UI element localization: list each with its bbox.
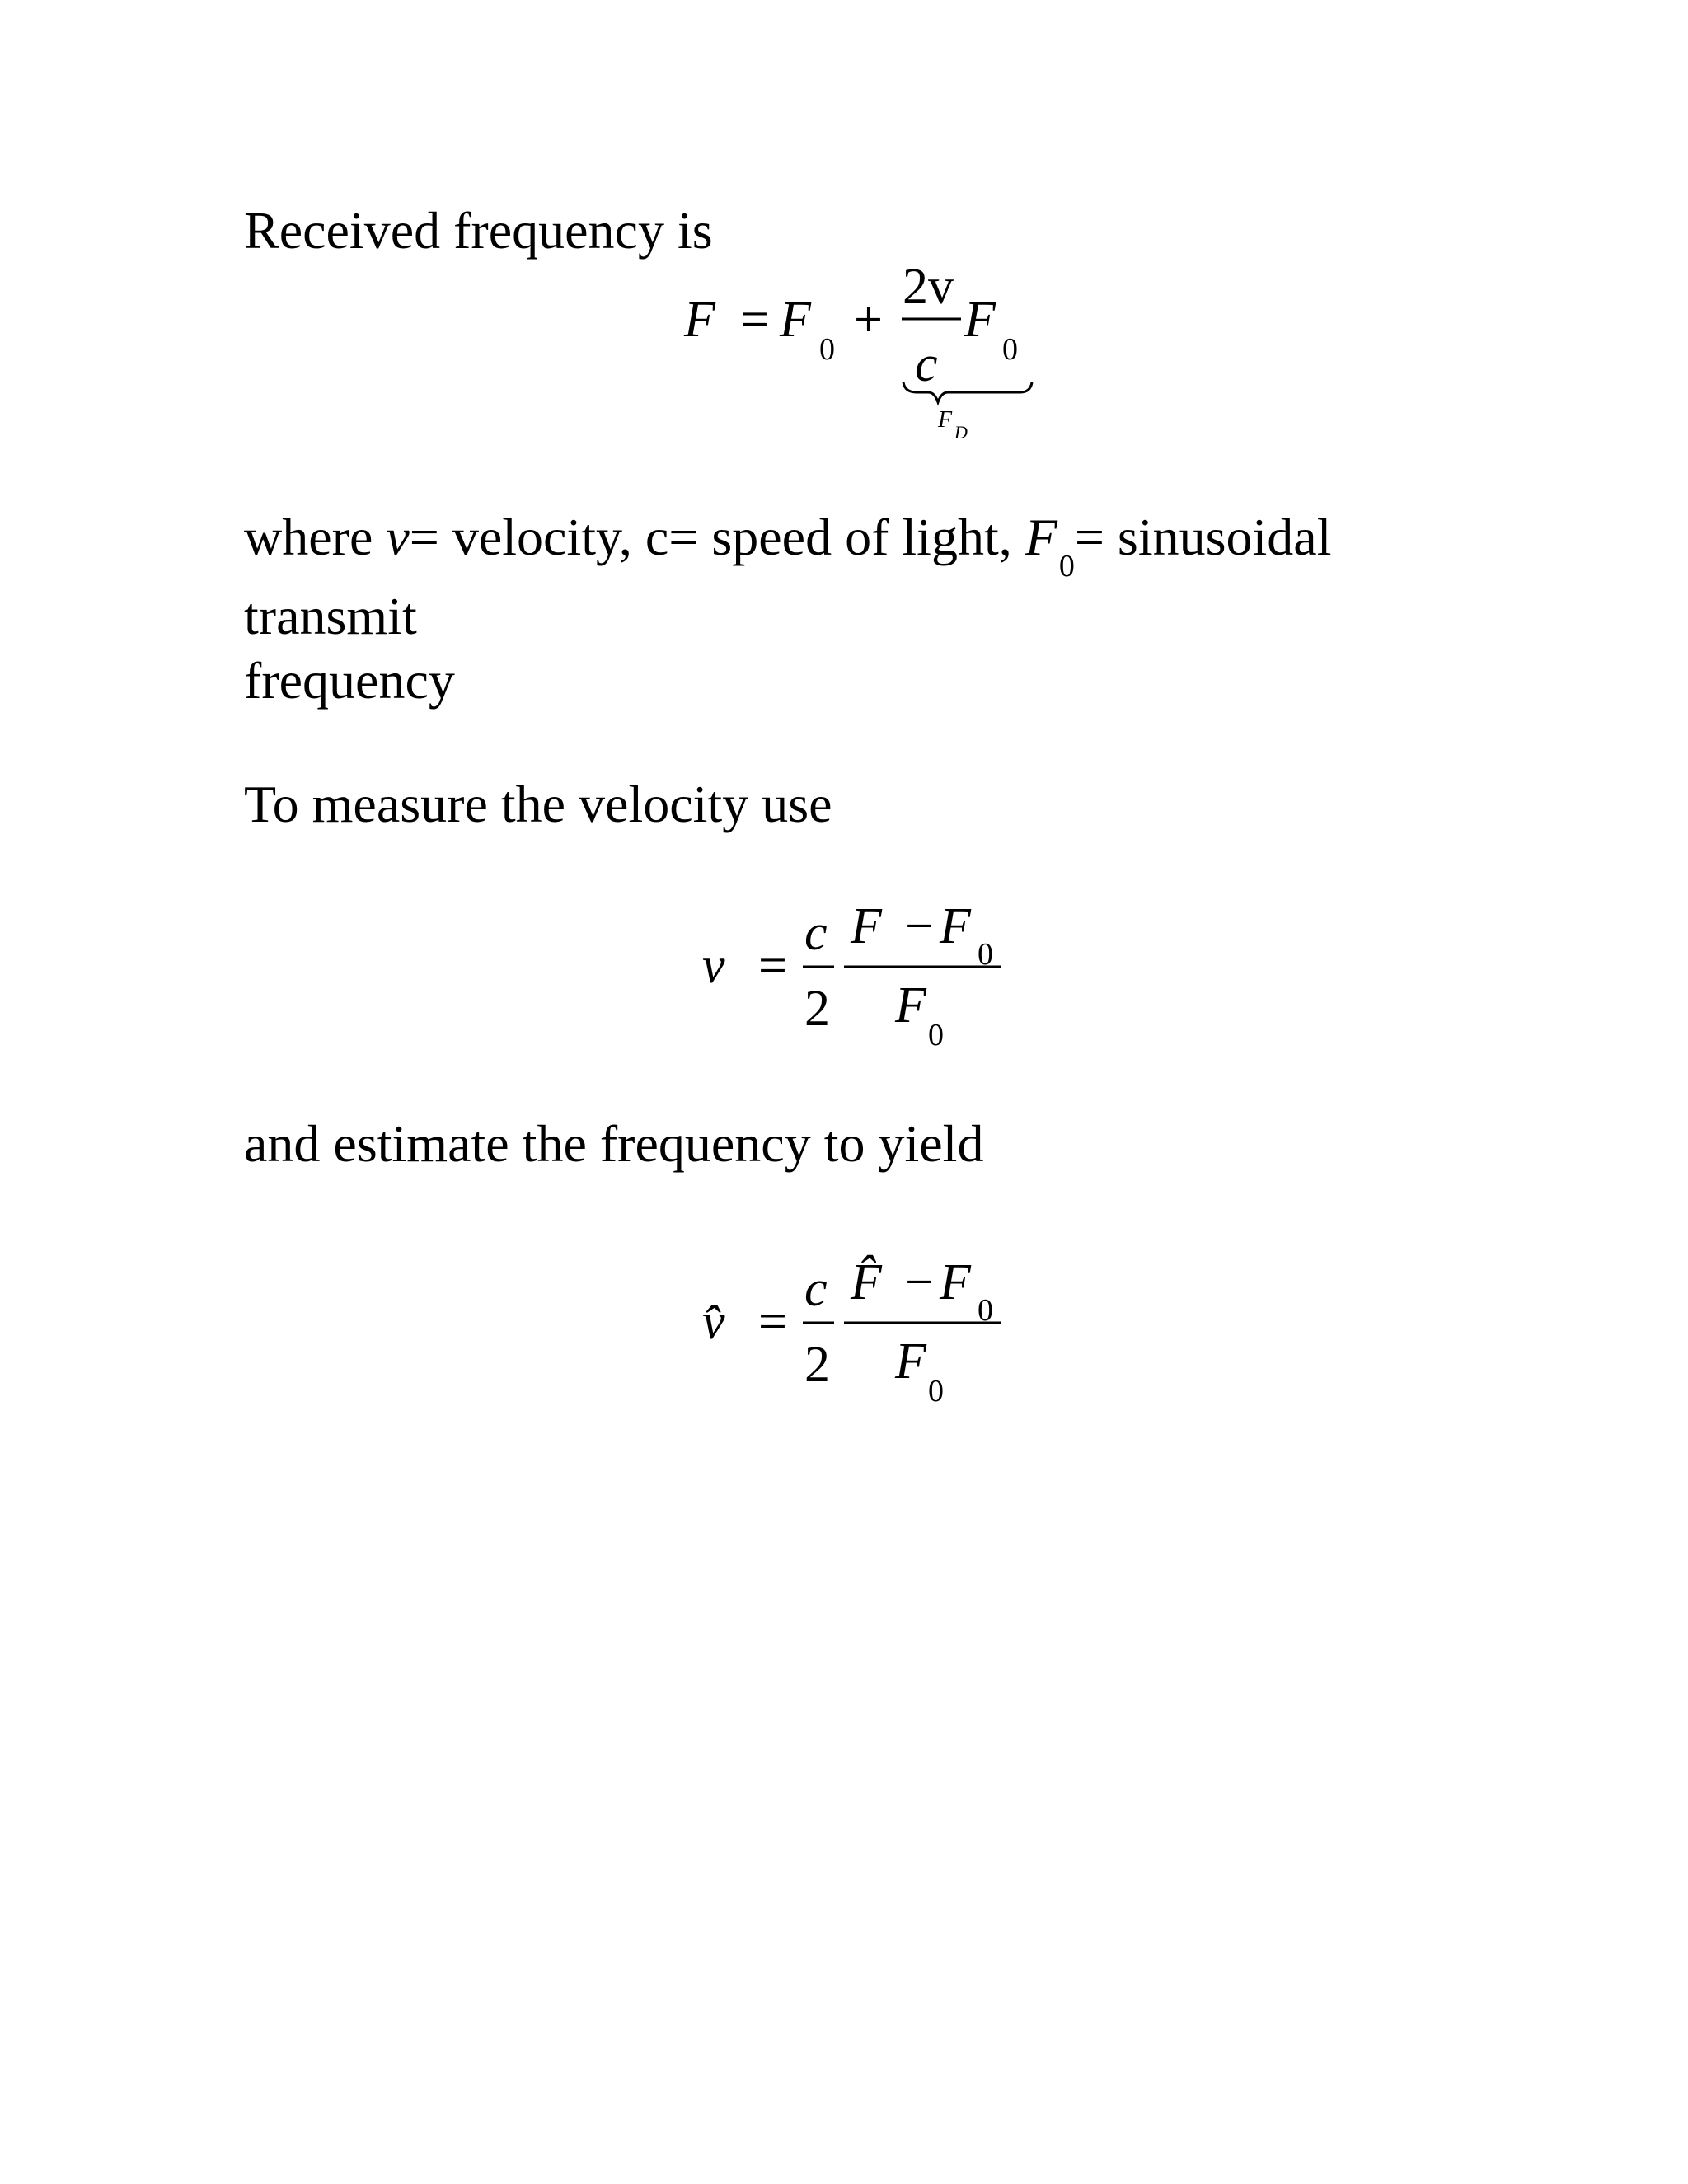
eq1-numerator-2v: 2v xyxy=(903,259,954,315)
where-velocity-text: = velocity, c= speed of light, xyxy=(409,508,1012,566)
eq1-brace-label-F: F xyxy=(938,407,953,433)
eq2-num-F: F xyxy=(851,898,882,954)
eq2-two: 2 xyxy=(804,981,830,1037)
where-word: where xyxy=(244,508,373,566)
eq2-num-F0-subscript: 0 xyxy=(978,937,993,972)
where-sinusoidal-text: = sinusoidal xyxy=(1074,508,1332,566)
eq3-lhs-vhat: v̂ xyxy=(702,1294,725,1350)
eq2-lhs-v: v xyxy=(702,938,725,994)
eq1-brace-label-subscript: D xyxy=(954,422,968,443)
eq3-num-F0: F xyxy=(940,1254,971,1310)
where-F-subscript: 0 xyxy=(1058,549,1075,583)
eq1-denominator-c: c xyxy=(915,336,938,392)
eq3-c: c xyxy=(804,1261,828,1317)
frequency-line: frequency xyxy=(244,651,455,710)
eq1-F0-second-subscript: 0 xyxy=(1002,332,1018,367)
where-v-symbol: v xyxy=(386,508,410,566)
eq2-equals: = xyxy=(758,938,787,994)
eq2-minus: − xyxy=(905,898,934,954)
eq1-F0-second: F xyxy=(964,292,996,348)
eq2-num-F0: F xyxy=(940,898,971,954)
eq1-F0: F xyxy=(780,292,811,348)
eq1-equals: = xyxy=(740,292,769,348)
eq3-den-F0: F xyxy=(895,1333,926,1390)
eq3-two: 2 xyxy=(804,1337,830,1393)
estimate-line: and estimate the frequency to yield xyxy=(244,1114,984,1173)
eq3-num-Fhat: F̂ xyxy=(851,1254,882,1310)
eq3-num-F0-subscript: 0 xyxy=(978,1293,993,1328)
measure-line: To measure the velocity use xyxy=(244,775,832,833)
transmit-line: transmit xyxy=(244,587,417,645)
eq1-plus: + xyxy=(854,292,883,348)
heading-received-frequency: Received frequency is xyxy=(244,201,713,260)
eq2-den-F0-subscript: 0 xyxy=(928,1018,944,1052)
eq2-c: c xyxy=(804,905,828,961)
eq2-den-F0: F xyxy=(895,977,926,1033)
eq1-lhs-F: F xyxy=(684,292,715,348)
eq3-minus: − xyxy=(905,1254,934,1310)
eq3-equals: = xyxy=(758,1294,787,1350)
eq3-den-F0-subscript: 0 xyxy=(928,1374,944,1408)
where-F-symbol: F xyxy=(1025,508,1057,566)
eq1-F0-subscript: 0 xyxy=(819,332,835,367)
